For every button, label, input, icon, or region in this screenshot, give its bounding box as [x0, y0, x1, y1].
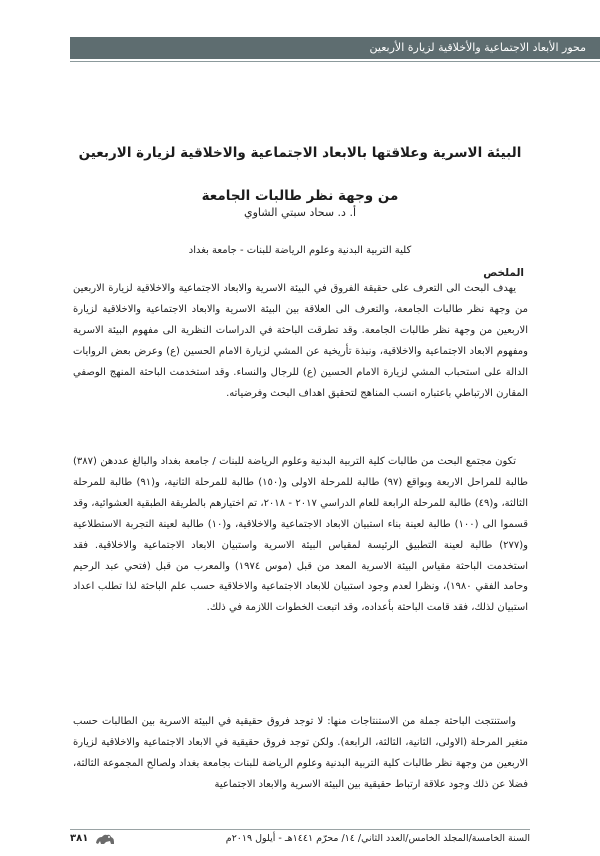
lion-emblem-icon [94, 832, 116, 846]
footer-rule [70, 829, 530, 830]
section-banner [70, 37, 600, 59]
banner-rule [70, 61, 600, 62]
page-footer [70, 831, 530, 847]
page-number: ٣٨١ [70, 833, 89, 844]
journal-info: السنة الخامسة/المجلد الخامس/العدد الثاني/ ١٤/ محرّم ١٤٤١هـ - أيلول ٢٠١٩م [225, 833, 530, 844]
author-name: أ. د. سحاد سبتي الشاوي [243, 206, 357, 219]
abstract-paragraph-1: يهدف البحث الى التعرف على حقيقة الفروق في البيئة الاسرية والابعاد الاجتماعية والاخلاقية لزيارة الاربعين من وجهة نظر طالبات الجامعة، والتعرف الى العلاقة بين البيئة الاسرية والابعاد الاجتماعية والاخلاقية لزيارة الاربعين من وجهة نظر طالبات الجامعة. وقد تطرقت الباحثة في الدراسات النظرية الى مفهوم البيئة الاسرية ومفهوم الابعاد الاجتماعية والاخلاقية، ونبذة تأريخية عن المشي لزيارة الامام الحسين (ع) وعرض بعض الروايات الدالة على استحباب المشي لزيارة الامام الحسين (ع) للرجال والنساء. وقد استخدمت الباحثة المنهج الوصفي المقارن الارتباطي باعتباره انسب المناهج لتحقيق اهداف البحث وفرضياته. [73, 283, 528, 399]
abstract-heading: الملخص [483, 267, 524, 279]
author-affiliation: كلية التربية البدنية وعلوم الرياضة للبنات - جامعة بغداد [188, 245, 412, 256]
abstract-paragraph-2: تكون مجتمع البحث من طالبات كلية التربية البدنية وعلوم الرياضة للبنات / جامعة بغداد والبالغ عددهن (٣٨٧) طالبة للمراحل الاربعة وبواقع (٩٧) طالبة للمرحلة الاولى و(١٥٠) طالبة للمرحلة الثانية، و(٩١) طالبة للمرحلة الثالثة، و(٤٩) طالبة للمرحلة الرابعة للعام الدراسي ٢٠١٧ - ٢٠١٨، تم اختيارهم بالطريقة الطبقية العشوائية، وقد قسموا الى (١٠٠) طالبة لعينة بناء استبيان الابعاد الاجتماعية والاخلاقية، و(١٠) طالبة لعينة التجربة الاستطلاعية و(٢٧٧) طالبة لعينة التطبيق الرئيسة لمقياس البيئة الاسرية واستبيان الابعاد الاجتماعية والاخلاقية. فقد استخدمت الباحثة مقياس البيئة الاسرية المعد من قبل (موس ١٩٧٤) والمعرب من قبل (فتحي عبد الرحيم وحامد الفقي ١٩٨٠)، ونظرا لعدم وجود استبيان للابعاد الاجتماعية والاخلاقية حسب علم الباحثة لذا تطلب اعداد استبيان لذلك، فقد قامت الباحثة بأعداده، وقد اتبعت الخطوات اللازمة في ذلك. [73, 456, 528, 614]
section-label: محور الأبعاد الاجتماعية والأخلاقية لزيارة الأربعين [369, 41, 586, 54]
article-title: البيئة الاسرية وعلاقتها بالابعاد الاجتماعية والاخلاقية لزيارة الاربعين من وجهة نظر طالبات الجامعة [78, 145, 522, 204]
abstract-paragraph-3: واستنتجت الباحثة جملة من الاستنتاجات منها: لا توجد فروق حقيقية في البيئة الاسرية بين الطالبات حسب متغير المرحلة (الاولى، الثانية، الثالثة، الرابعة). ولكن توجد فروق حقيقية في الابعاد الاجتماعية والاخلاقية لزيارة الاربعين من وجهة نظر طالبات كلية التربية البدنية وعلوم الرياضة للبنات بجامعة بغداد ولصالح المجموعة الثالثة، فضلا عن ذلك وجود علاقة ارتباط حقيقية بين البيئة الاسرية والابعاد الاجتماعية [73, 716, 528, 790]
footer-page-group [70, 831, 116, 847]
